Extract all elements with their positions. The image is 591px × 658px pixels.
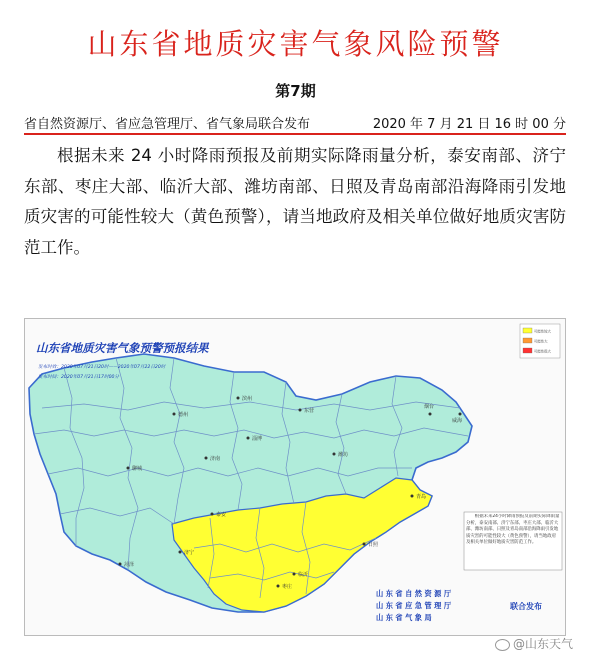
city-dot [363, 543, 366, 546]
page-title: 山东省地质灾害气象风险预警 [87, 27, 504, 61]
city-label: 菏泽 [124, 562, 135, 568]
map-svg [24, 318, 566, 636]
city-label: 枣庄 [282, 584, 293, 590]
weibo-watermark [495, 635, 573, 652]
city-label: 潍坊 [338, 452, 349, 458]
city-label: 滨州 [242, 396, 253, 402]
city-label: 青岛 [416, 494, 427, 500]
divider-line [24, 133, 566, 135]
legend-label: 可能性较大 [534, 329, 551, 334]
map-valid-time: 发布时效：2020年07月21日20时——2020年07月22日20时 [38, 365, 166, 370]
map-title: 山东省地质灾害气象预警预报结果 [36, 341, 209, 355]
agency-name: 山 东 省 自 然 资 源 厅 [376, 589, 452, 598]
city-label: 济南 [210, 456, 221, 462]
city-label: 烟台 [424, 404, 435, 410]
watermark-text: @山东天气 [512, 637, 573, 651]
city-dot [411, 495, 414, 498]
city-dot [277, 585, 280, 588]
city-dot [205, 457, 208, 460]
map-issue-time: 发布时间：2020年07月21日17时00分 [38, 375, 120, 380]
legend-swatch [523, 348, 532, 353]
legend-label: 可能性很大 [534, 349, 551, 354]
city-dot [459, 413, 462, 416]
city-label: 济宁 [184, 550, 195, 556]
map-note-box [464, 512, 562, 570]
agency-name: 山 东 省 应 急 管 理 厅 [376, 601, 452, 610]
city-dot [299, 409, 302, 412]
city-dot [173, 413, 176, 416]
weibo-icon [495, 639, 510, 651]
joint-release: 联合发布 [510, 602, 542, 611]
city-label: 东营 [304, 408, 315, 414]
city-dot [179, 551, 182, 554]
city-dot [247, 437, 250, 440]
map-note: 根据未来24小时降雨预报及前期实际降雨量分析，泰安南部、济宁东部、枣庄大部、临沂大部、潍坊南部、日照及青岛南部沿海降雨引发地质灾害的可能性较大（黄色预警），请当地政府及相关单位做好地质灾害防范工作。 [466, 514, 560, 546]
publishers: 省自然资源厅、省应急管理厅、省气象局联合发布 [24, 117, 311, 132]
city-dot [237, 397, 240, 400]
warning-map [24, 318, 566, 636]
city-label: 威海 [452, 418, 463, 424]
city-label: 临沂 [298, 572, 309, 578]
note-foreign [466, 514, 560, 568]
issue-number: 第7期 [275, 82, 316, 100]
legend-label: 可能性大 [534, 339, 548, 344]
city-dot [333, 453, 336, 456]
city-dot [127, 467, 130, 470]
city-dot [211, 513, 214, 516]
agency-name: 山 东 省 气 象 局 [376, 613, 432, 622]
legend-swatch [523, 328, 532, 333]
warning-paragraph: 根据未来 24 小时降雨预报及前期实际降雨量分析，泰安南部、济宁东部、枣庄大部、临沂大部、潍坊南部、日照及青岛南部沿海降雨引发地质灾害的可能性较大（黄色预警），请当地政府及相关单位做好地质灾害防范工作。 [24, 146, 566, 257]
city-label: 日照 [368, 542, 379, 548]
city-label: 淄博 [252, 436, 263, 442]
city-label: 泰安 [216, 512, 227, 518]
city-dot [429, 413, 432, 416]
publish-time: 2020 年 7 月 21 日 16 时 00 分 [372, 117, 566, 132]
legend-swatch [523, 338, 532, 343]
city-label: 德州 [178, 412, 189, 418]
city-dot [119, 563, 122, 566]
city-label: 聊城 [132, 466, 143, 472]
city-dot [293, 573, 296, 576]
map-legend [520, 324, 560, 358]
